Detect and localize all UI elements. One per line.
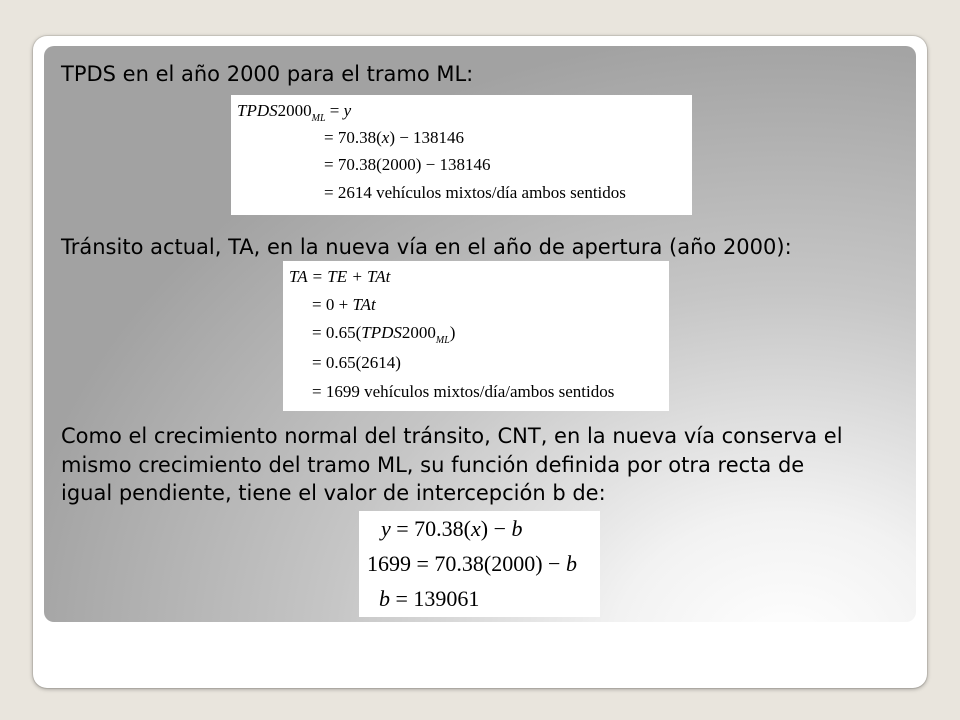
eq2-line-1: TA = TE + TAt — [289, 267, 391, 286]
eq3-line-3: b = 139061 — [379, 586, 480, 611]
eq2-line-5: = 1699 vehículos mixtos/día/ambos sentidos — [312, 382, 615, 401]
eq2-line-3: = $0.65(TPDS2000_{ML})$ — [312, 323, 456, 346]
slide-content-panel — [44, 46, 916, 622]
equation-ta-image — [283, 261, 669, 411]
eq3-line-1: y = 70.38(x) − b — [381, 516, 523, 541]
eq1-line-1: $TPDS2000_{ML} = y$ — [237, 101, 352, 124]
heading-tpds: TPDS en el año 2000 para el tramo ML: — [61, 62, 474, 86]
eq1-line-4: = 2614 vehículos mixtos/día ambos sentidos — [324, 183, 626, 202]
eq3-line-2: 1699 = 70.38(2000) − b — [367, 551, 577, 576]
eq2-line-2: = 0 + TAt — [312, 295, 376, 314]
equation-tpds-image — [231, 95, 692, 215]
eq1-line-2: = 70.38(x) − 138146 — [324, 128, 465, 147]
equation-intercept-image — [359, 511, 600, 617]
eq1-line-3: = 70.38(2000) − 138146 — [324, 155, 491, 174]
eq2-line-4: = 0.65(2614) — [312, 353, 401, 372]
paragraph-crecimiento: Como el crecimiento normal del tránsito, CNT, en la nueva vía conserva el mismo crecimiento del tramo ML, su función definida por otra recta de igual pendiente, tiene el valor de intercepción b de: — [61, 424, 843, 505]
heading-transito-actual: Tránsito actual, TA, en la nueva vía en el año de apertura (año 2000): — [61, 235, 792, 259]
